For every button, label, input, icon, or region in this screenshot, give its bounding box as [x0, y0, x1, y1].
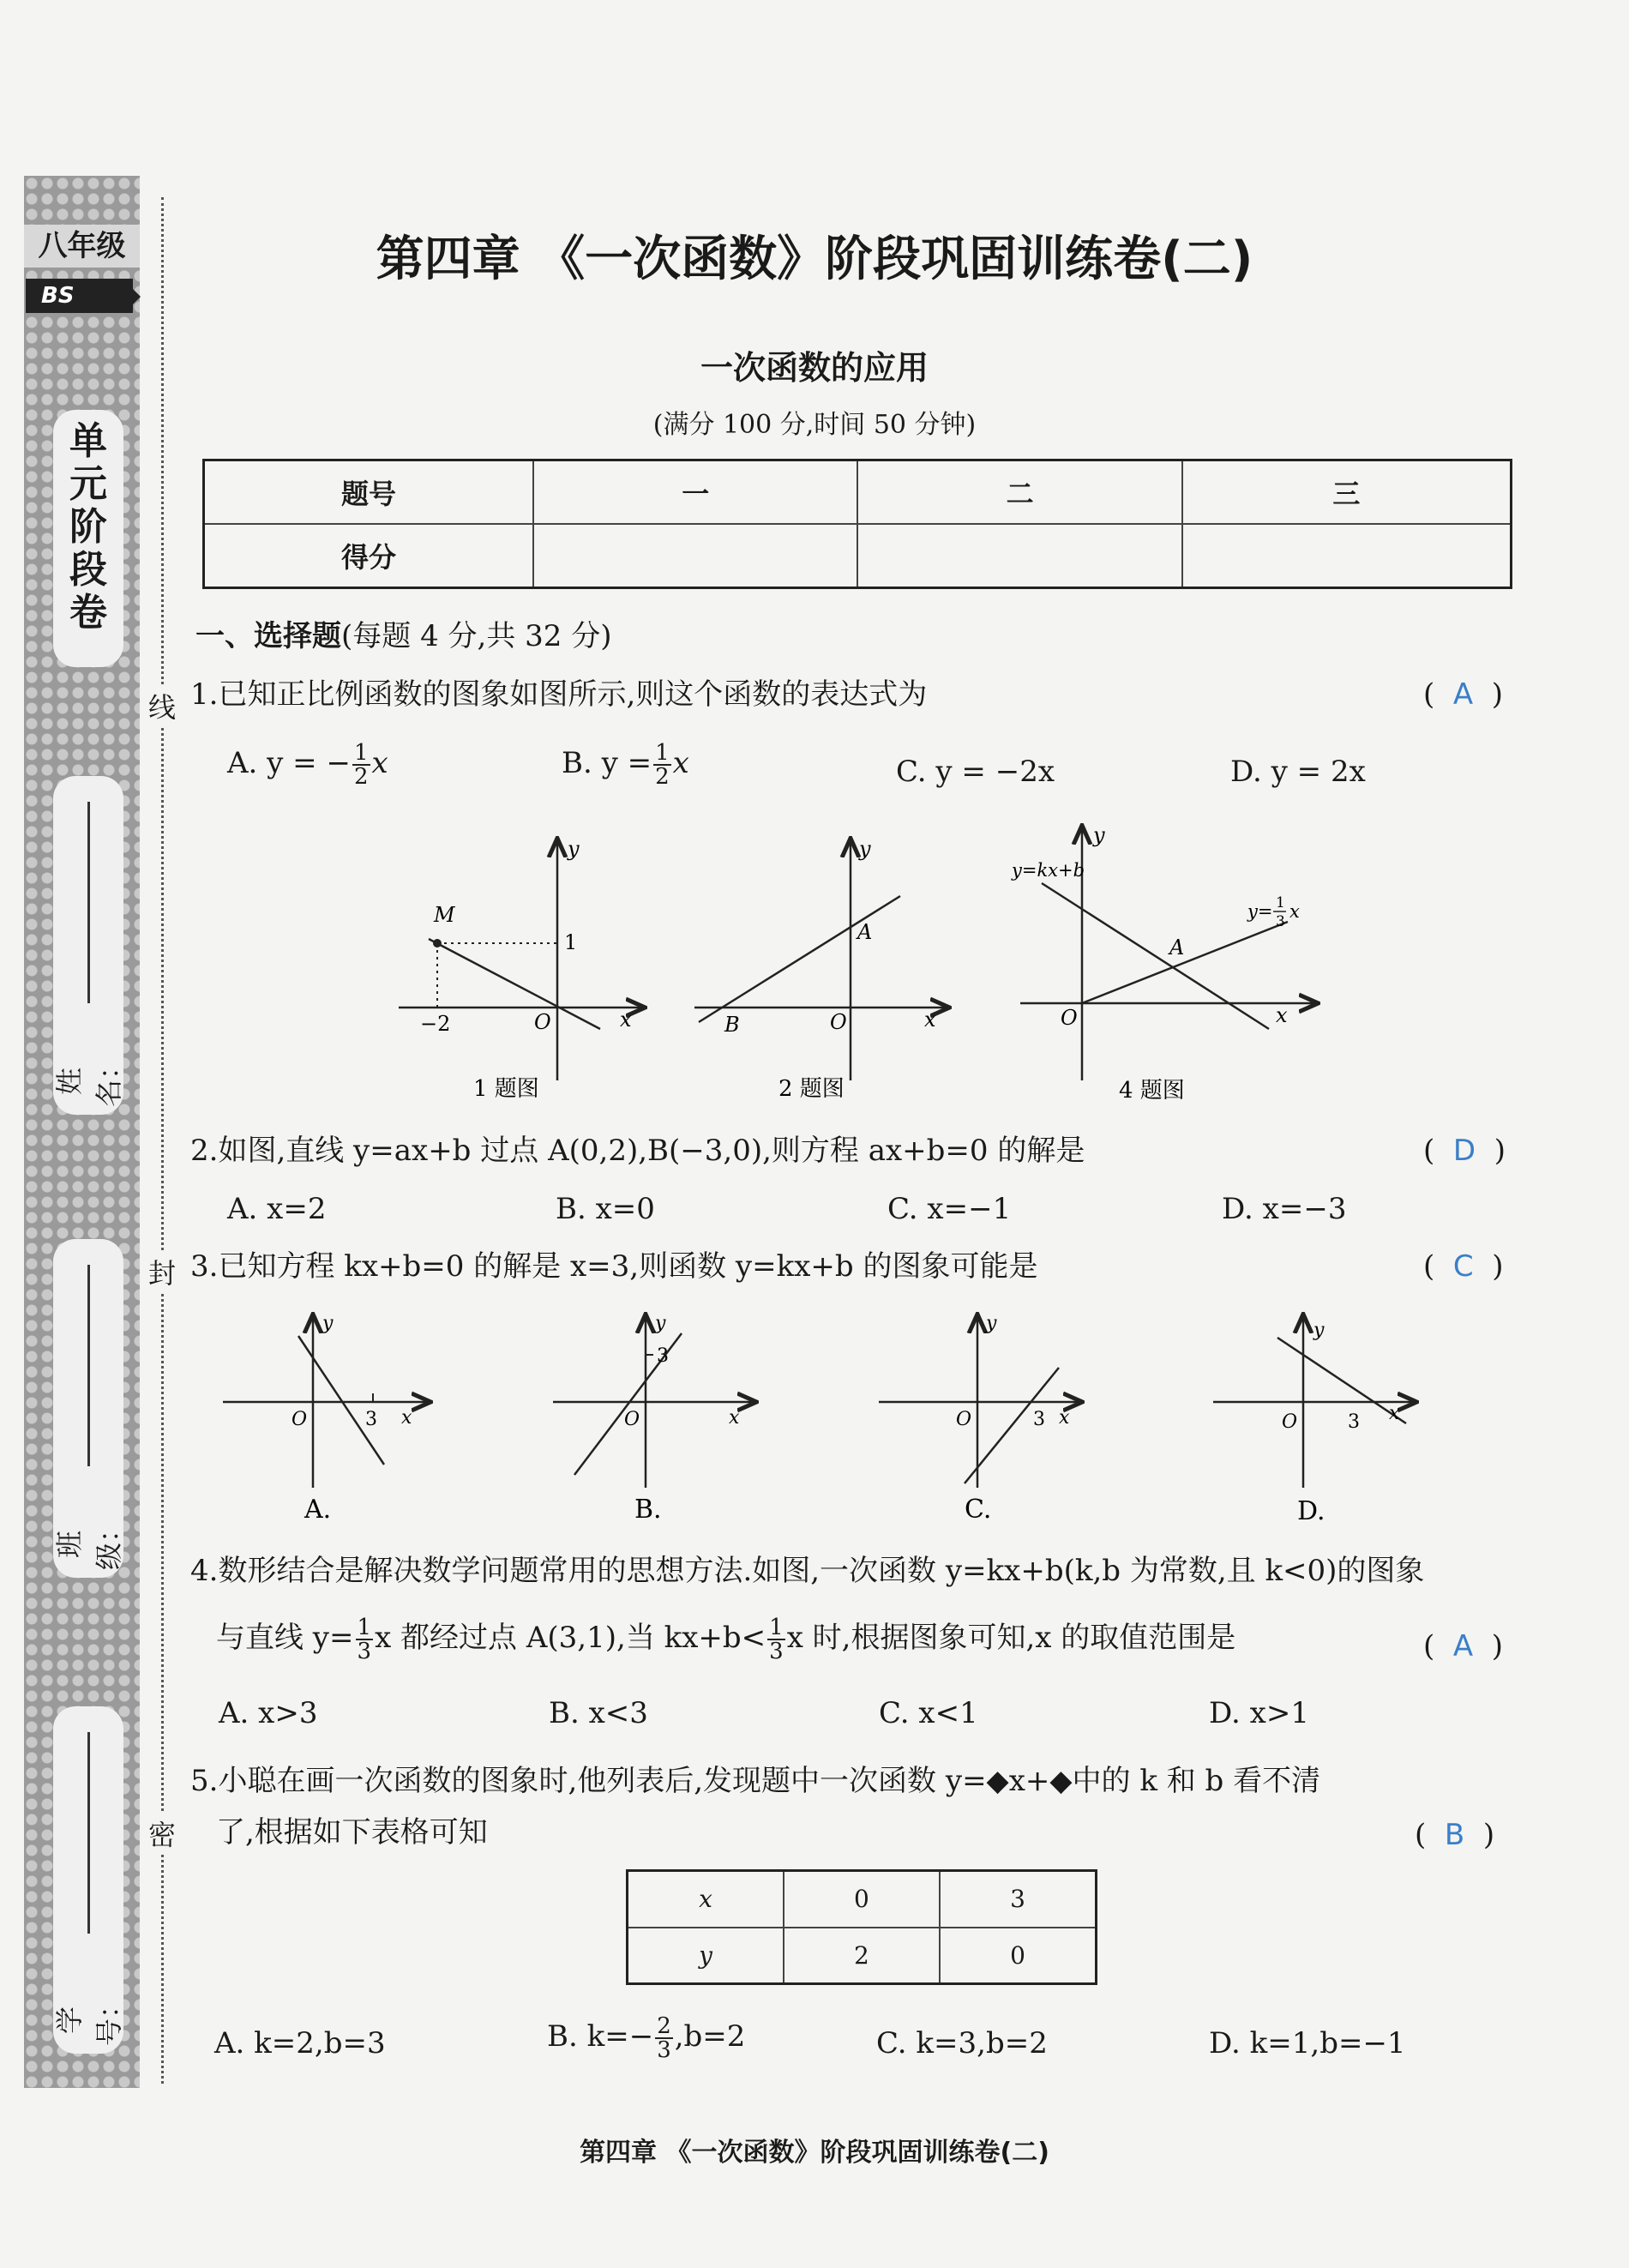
- option[interactable]: C. x<1: [879, 1696, 978, 1730]
- frac-den: 2: [655, 764, 670, 790]
- fraction: [352, 742, 370, 788]
- label-one: 1: [564, 930, 578, 954]
- answer-bracket: ( B ): [1415, 1818, 1495, 1852]
- table-cell: 0: [940, 1928, 1097, 1984]
- answer: A: [1452, 677, 1474, 712]
- frac-num: 1: [357, 1615, 372, 1640]
- label-a: A: [857, 920, 873, 944]
- table-header: 得分: [204, 524, 534, 588]
- option-text: B. y =: [562, 746, 652, 780]
- frac-num: 1: [353, 740, 369, 766]
- option-text: ,b=2: [674, 2019, 746, 2054]
- answer-bracket: ( D ): [1423, 1134, 1506, 1168]
- section-heading: [195, 617, 611, 655]
- question-stem: 2.如图,直线 y=ax+b 过点 A(0,2),B(−3,0),则方程 ax+b=0 的解是: [190, 1134, 1085, 1168]
- graph-line: [699, 896, 900, 1022]
- stem-part: x 时,根据图象可知,x 的取值范围是: [786, 1621, 1236, 1655]
- table-header: x: [628, 1871, 784, 1928]
- figure-1: [399, 837, 643, 1102]
- exam-meta: (满分 100 分,时间 50 分钟): [652, 410, 977, 440]
- frac-num: 1: [1276, 894, 1285, 911]
- answer-bracket: ( A ): [1423, 677, 1504, 712]
- option[interactable]: B. x<3: [549, 1696, 648, 1730]
- label-o: O: [1282, 1411, 1298, 1433]
- frac-den: 3: [1276, 913, 1285, 930]
- edition-badge: BS: [26, 279, 133, 313]
- line-third-x: [1082, 922, 1288, 1003]
- table-header: 三: [1182, 460, 1512, 525]
- grade-label: 八年级: [24, 225, 140, 268]
- label-y: y: [859, 837, 871, 861]
- answer: C: [1452, 1249, 1474, 1284]
- label-y: y: [1093, 823, 1105, 847]
- page-subtitle: 一次函数的应用: [700, 349, 929, 387]
- option-label[interactable]: A.: [304, 1495, 332, 1525]
- label-o: O: [1061, 1006, 1078, 1030]
- page-title: 第四章 《一次函数》阶段巩固训练卷(二): [376, 232, 1253, 287]
- score-cell[interactable]: [533, 524, 857, 588]
- table-row: [628, 1871, 1097, 1928]
- label-x: x: [1389, 1403, 1400, 1424]
- name-field[interactable]: [53, 776, 123, 1115]
- name-underline: [87, 802, 90, 1003]
- label-x: x: [729, 1407, 740, 1429]
- score-table: [202, 459, 1512, 589]
- question-stem: 4.数形结合是解决数学问题常用的思想方法.如图,一次函数 y=kx+b(k,b 为常数,且 k<0)的图象: [190, 1554, 1425, 1588]
- fraction: [767, 1616, 785, 1663]
- label-o: O: [956, 1409, 972, 1430]
- figure-4: [1011, 823, 1316, 1104]
- question-stem: 3.已知方程 kx+b=0 的解是 x=3,则函数 y=kx+b 的图象可能是: [190, 1249, 1038, 1284]
- name-label: 姓名：: [53, 1051, 125, 1107]
- caption: 1 题图: [473, 1076, 539, 1102]
- table-row: [628, 1928, 1097, 1984]
- option[interactable]: C. x=−1: [887, 1192, 1012, 1226]
- table-cell: 3: [940, 1871, 1097, 1928]
- score-cell[interactable]: [1182, 524, 1512, 588]
- label-x: x: [401, 1407, 412, 1429]
- answer: B: [1444, 1818, 1465, 1852]
- option-text: B. k=−: [547, 2019, 654, 2054]
- label-3: 3: [657, 1345, 669, 1367]
- answer-bracket: ( A ): [1423, 1629, 1504, 1663]
- label-3: 3: [1033, 1409, 1045, 1430]
- question-stem-line2: 了,根据如下表格可知: [216, 1815, 488, 1850]
- frac-den: 3: [657, 2037, 671, 2063]
- section-note: (每题 4 分,共 32 分): [341, 619, 612, 653]
- unit-label: [53, 420, 123, 635]
- label-3: 3: [365, 1409, 377, 1430]
- page-footer: 第四章 《一次函数》阶段巩固训练卷(二): [580, 2138, 1049, 2168]
- option[interactable]: A. x=2: [227, 1192, 327, 1226]
- student-id-field[interactable]: [53, 1706, 123, 2054]
- table-row: [204, 524, 1512, 588]
- unit-char: 元: [69, 462, 107, 506]
- graph-line: [1277, 1338, 1406, 1423]
- option[interactable]: [547, 2015, 745, 2061]
- seal-mark: 密: [147, 1814, 177, 1853]
- class-field[interactable]: [53, 1239, 123, 1578]
- question-stem: 1.已知正比例函数的图象如图所示,则这个函数的表达式为: [190, 677, 928, 712]
- figure-2: [694, 837, 947, 1102]
- stem-part: x 都经过点 A(3,1),当 kx+b<: [375, 1621, 766, 1655]
- table-header: 题号: [204, 460, 534, 525]
- table-header: 一: [533, 460, 857, 525]
- option[interactable]: C. y = −2x: [896, 755, 1055, 789]
- section-title: 一、选择题: [195, 619, 341, 653]
- id-underline: [87, 1732, 90, 1934]
- option[interactable]: D. x=−3: [1222, 1192, 1347, 1226]
- option[interactable]: D. x>1: [1209, 1696, 1309, 1730]
- option-label[interactable]: B.: [634, 1495, 662, 1525]
- option[interactable]: A. k=2,b=3: [214, 2026, 386, 2060]
- score-cell[interactable]: [857, 524, 1181, 588]
- q3-graphs: [214, 1303, 1475, 1543]
- table-header: 二: [857, 460, 1181, 525]
- fraction: [653, 742, 671, 788]
- seal-mark: 线: [147, 686, 177, 725]
- option[interactable]: D. y = 2x: [1230, 755, 1366, 789]
- fraction: [655, 2015, 673, 2061]
- var: x: [371, 746, 388, 780]
- label-y: y: [322, 1313, 334, 1334]
- stem-part: 与直线 y=: [216, 1621, 354, 1655]
- label-y: y: [1313, 1320, 1325, 1341]
- option-label[interactable]: C.: [965, 1495, 992, 1525]
- label-neg2: −2: [420, 1012, 451, 1036]
- label-o: O: [292, 1409, 308, 1430]
- option[interactable]: [227, 742, 388, 788]
- option-label[interactable]: D.: [1297, 1496, 1325, 1526]
- table-cell: 2: [784, 1928, 940, 1984]
- option[interactable]: C. k=3,b=2: [876, 2026, 1048, 2060]
- label-m: M: [434, 903, 455, 927]
- answer: A: [1452, 1629, 1474, 1663]
- label-line2-x: x: [1289, 901, 1300, 922]
- figures-row: [377, 823, 1389, 1132]
- table-header: y: [628, 1928, 784, 1984]
- point-m: [433, 939, 442, 948]
- label-o: O: [624, 1409, 640, 1430]
- label-3: 3: [1348, 1411, 1360, 1433]
- graph-option-d: [1213, 1316, 1415, 1526]
- unit-char: 单: [69, 419, 107, 463]
- label-line2: y=: [1247, 901, 1273, 922]
- cut-line: [161, 197, 164, 2084]
- value-table: [626, 1869, 1097, 1985]
- question-stem: 5.小聪在画一次函数的图象时,他列表后,发现题中一次函数 y=◆x+◆中的 k 和 b 看不清: [190, 1764, 1321, 1798]
- label-y: y: [568, 837, 580, 861]
- label-o: O: [830, 1010, 847, 1034]
- label-x: x: [924, 1008, 936, 1032]
- id-label: 学号：: [53, 1990, 125, 2046]
- frac-den: 3: [357, 1639, 372, 1664]
- label-o: O: [534, 1010, 551, 1034]
- label-a: A: [1169, 935, 1185, 960]
- option[interactable]: [562, 742, 689, 788]
- frac-num: 1: [769, 1615, 784, 1640]
- unit-char: 段: [69, 548, 107, 592]
- answer-bracket: ( C ): [1423, 1249, 1504, 1284]
- option[interactable]: B. x=0: [556, 1192, 655, 1226]
- unit-char: 卷: [69, 591, 107, 635]
- label-y: y: [986, 1313, 997, 1334]
- option[interactable]: D. k=1,b=−1: [1209, 2026, 1406, 2060]
- fraction: [356, 1616, 374, 1663]
- caption: 4 题图: [1119, 1078, 1185, 1104]
- option-text: A. y = −: [227, 746, 351, 780]
- var: x: [672, 746, 689, 780]
- graph-option-b: [553, 1313, 754, 1525]
- label-b: B: [724, 1013, 740, 1037]
- graph-option-a: [223, 1313, 429, 1525]
- caption: 2 题图: [778, 1076, 845, 1102]
- graph-option-c: [879, 1313, 1080, 1525]
- question-stem-line2: [216, 1616, 1235, 1663]
- frac-den: 2: [353, 764, 369, 790]
- seal-mark: 封: [147, 1252, 177, 1291]
- table-cell: 0: [784, 1871, 940, 1928]
- label-y: y: [655, 1313, 666, 1334]
- option[interactable]: A. x>3: [219, 1696, 318, 1730]
- unit-char: 阶: [69, 505, 107, 549]
- label-x: x: [1059, 1407, 1070, 1429]
- class-underline: [87, 1265, 90, 1466]
- label-x: x: [1276, 1003, 1288, 1027]
- label-x: x: [620, 1008, 632, 1032]
- frac-den: 3: [769, 1639, 784, 1664]
- frac-num: 1: [655, 740, 670, 766]
- table-row: [204, 460, 1512, 525]
- answer: D: [1452, 1134, 1476, 1168]
- class-label: 班级：: [53, 1514, 125, 1570]
- graph-line: [298, 1336, 384, 1465]
- label-line1: y=kx+b: [1012, 860, 1085, 881]
- frac-num: 2: [657, 2013, 671, 2039]
